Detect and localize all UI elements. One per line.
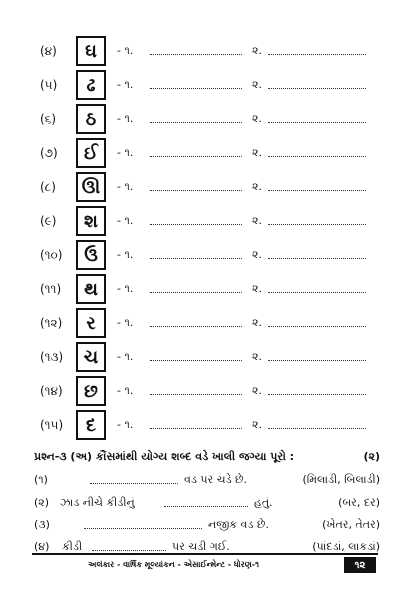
blank-label-2: ૨. [252,180,262,193]
fill-item-before: કીડી [62,540,83,553]
letter-row [0,274,411,306]
fill-blank[interactable] [164,506,248,507]
row-number: (૪) [40,44,57,58]
letter-box: ઊ [76,172,106,202]
row-number: (૧૨) [40,316,63,330]
blank-line-2[interactable] [268,292,366,293]
blank-label-1: - ૧. [117,248,134,261]
blank-line-1[interactable] [150,258,242,259]
row-number: (૧૪) [40,384,63,398]
blank-line-2[interactable] [268,326,366,327]
row-number: (૧૧) [40,282,62,296]
blank-line-2[interactable] [268,122,366,123]
question-title: પ્રશ્ન-૩ (અ) કૌંસમાંથી યોગ્ય શબ્દ વડે ખાલી જગ્યા પૂરો : [34,450,295,463]
blank-line-1[interactable] [150,190,242,191]
fill-item-number: (૪) [34,540,50,553]
blank-line-1[interactable] [150,88,242,89]
letter-box: થ [76,274,106,304]
fill-item [34,473,380,491]
blank-label-2: ૨. [252,214,262,227]
blank-label-2: ૨. [252,418,262,431]
footer-divider [32,553,378,555]
fill-item-number: (૨) [34,496,50,509]
blank-label-1: - ૧. [117,282,134,295]
letter-row [0,172,411,204]
row-number: (૫) [40,78,58,92]
letter-row [0,308,411,340]
footer-text: અલંકાર - વાર્ષિક મૂલ્યાંકન - એસાઈન્મેન્ટ - ધોરણ-૧ [88,560,260,569]
question-marks: (૨) [363,450,380,463]
blank-line-2[interactable] [268,156,366,157]
fill-item-options: (બર, દર) [338,496,380,509]
row-number: (૭) [40,146,58,160]
blank-label-1: - ૧. [117,214,134,227]
letter-box: છ [76,376,106,406]
letter-box: ઢ [76,70,106,100]
blank-line-1[interactable] [150,326,242,327]
letter-box: ઈ [76,138,106,168]
letter-row [0,104,411,136]
row-number: (૧૦) [40,248,63,262]
row-number: (૧૩) [40,350,64,364]
fill-blank[interactable] [84,528,202,529]
blank-label-1: - ૧. [117,112,134,125]
blank-line-2[interactable] [268,394,366,395]
blank-label-1: - ૧. [117,350,134,363]
blank-line-2[interactable] [268,428,366,429]
blank-line-1[interactable] [150,122,242,123]
blank-line-1[interactable] [150,394,242,395]
letter-box: ર [76,308,106,338]
blank-line-1[interactable] [150,54,242,55]
fill-item-after: પર ચડી ગઈ. [172,540,230,553]
blank-line-2[interactable] [268,54,366,55]
fill-item [34,496,380,514]
blank-label-1: - ૧. [117,316,134,329]
letter-box: ઠ [76,104,106,134]
letter-row [0,240,411,272]
fill-item-options: (ખેતર, તેતર) [322,518,380,531]
blank-label-1: - ૧. [117,44,134,57]
fill-item-after: નજીક વડ છે. [208,518,269,531]
blank-line-1[interactable] [150,360,242,361]
fill-blank[interactable] [90,483,178,484]
blank-line-2[interactable] [268,190,366,191]
blank-label-2: ૨. [252,112,262,125]
fill-item-number: (૩) [34,518,50,531]
fill-item [34,518,380,536]
fill-item-after: હતું. [254,496,273,509]
letter-box: શ [76,206,106,236]
blank-line-2[interactable] [268,224,366,225]
letter-row [0,36,411,68]
row-number: (૯) [40,214,57,228]
blank-line-2[interactable] [268,258,366,259]
letter-row [0,70,411,102]
blank-label-2: ૨. [252,384,262,397]
fill-item-number: (૧) [34,473,48,486]
blank-line-1[interactable] [150,224,242,225]
letter-row [0,138,411,170]
blank-label-2: ૨. [252,44,262,57]
letter-box: ઘ [76,36,106,66]
letter-box: ઉ [76,240,106,270]
letter-row [0,410,411,442]
fill-item [34,540,380,558]
blank-line-1[interactable] [150,292,242,293]
fill-item-after: વડ પર ચડે છે. [184,473,248,486]
blank-label-2: ૨. [252,316,262,329]
blank-label-2: ૨. [252,78,262,91]
blank-label-1: - ૧. [117,384,134,397]
blank-line-2[interactable] [268,88,366,89]
blank-label-1: - ૧. [117,180,134,193]
letter-box: ચ [76,342,106,372]
letter-box: દ [76,410,106,440]
row-number: (૬) [40,112,57,126]
fill-item-options: (મિલાડી, બિલાડી) [302,473,380,486]
blank-label-2: ૨. [252,248,262,261]
blank-label-1: - ૧. [117,78,134,91]
blank-line-2[interactable] [268,360,366,361]
blank-label-1: - ૧. [117,418,134,431]
page-number: ૧૨ [344,557,376,573]
blank-label-2: ૨. [252,146,262,159]
fill-item-before: ઝાડ નીચે કીડીનું [60,496,135,509]
letter-row [0,376,411,408]
fill-item-options: (પાંદડાં, લાકડાં) [312,540,380,553]
blank-label-2: ૨. [252,350,262,363]
row-number: (૧૫) [40,418,64,432]
row-number: (૮) [40,180,56,194]
blank-line-1[interactable] [150,428,242,429]
blank-line-1[interactable] [150,156,242,157]
blank-label-1: - ૧. [117,146,134,159]
letter-row [0,342,411,374]
letter-row [0,206,411,238]
blank-label-2: ૨. [252,282,262,295]
fill-blank[interactable] [92,550,166,551]
